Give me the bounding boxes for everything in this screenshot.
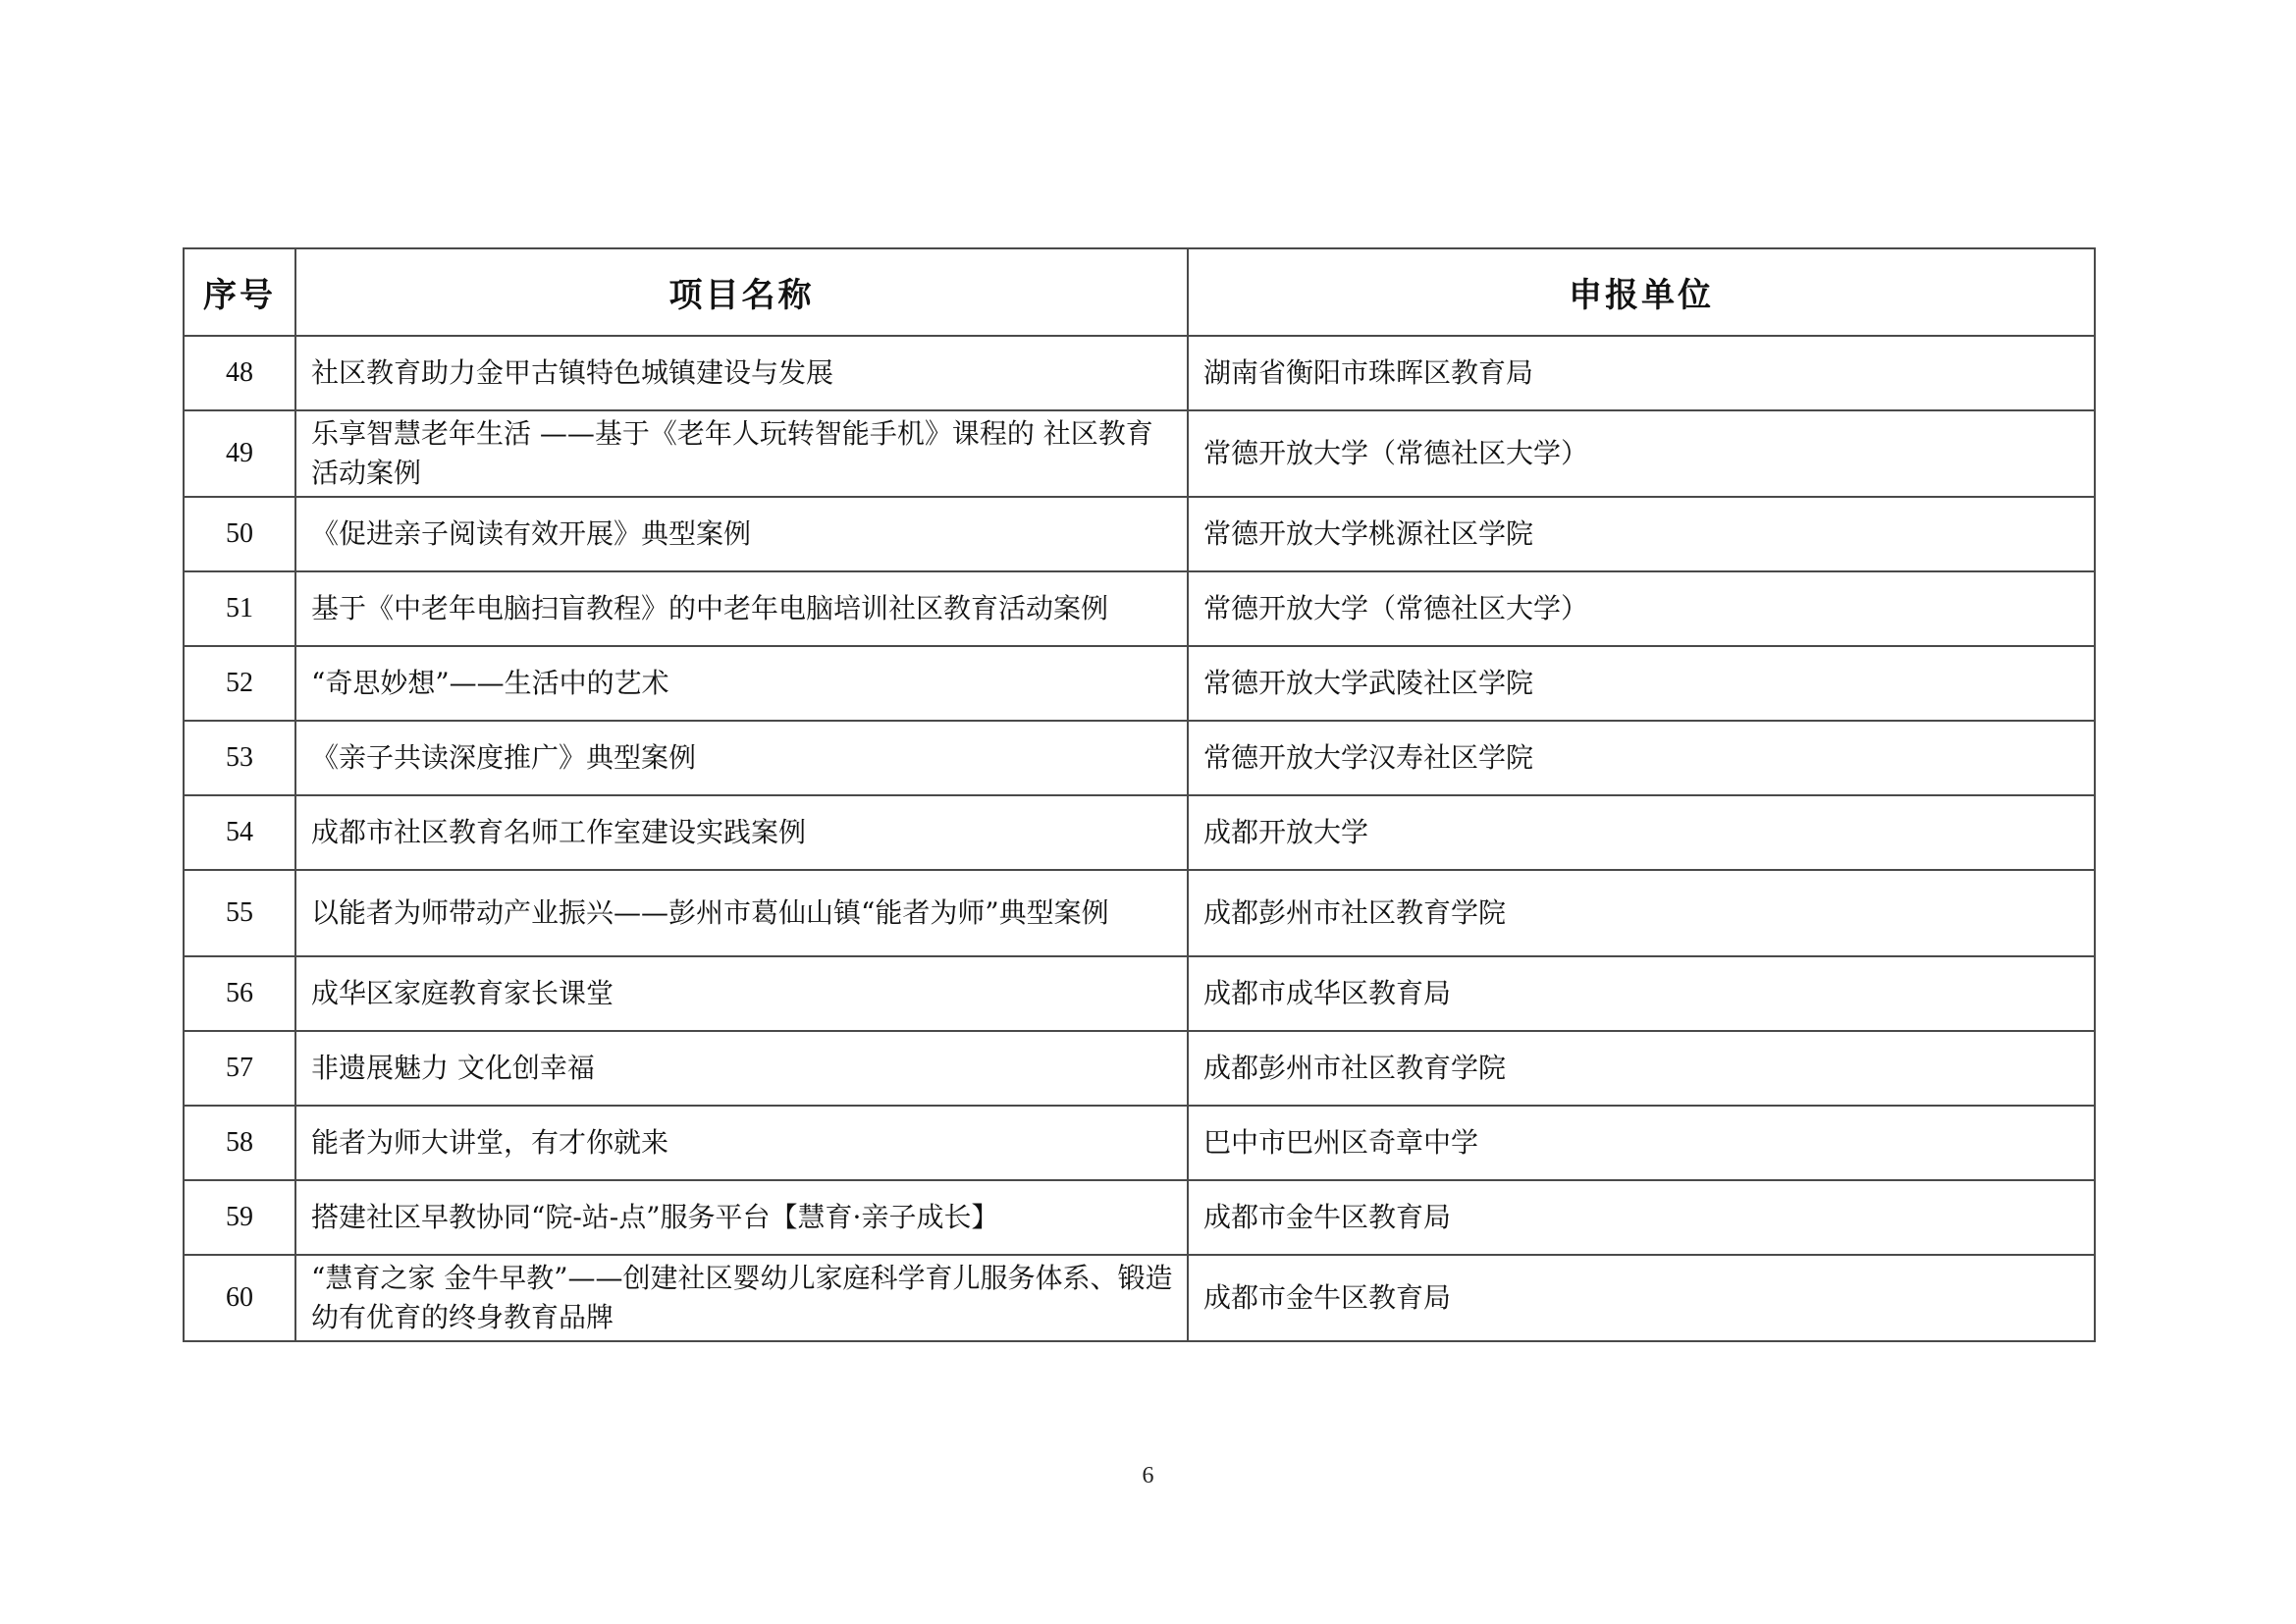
row-number: 56 — [184, 956, 295, 1031]
row-number: 58 — [184, 1106, 295, 1180]
project-name: “奇思妙想”——生活中的艺术 — [295, 646, 1188, 721]
project-name: 能者为师大讲堂，有才你就来 — [295, 1106, 1188, 1180]
project-name: 《亲子共读深度推广》典型案例 — [295, 721, 1188, 795]
table-row — [184, 1180, 2095, 1255]
applicant-unit: 常德开放大学桃源社区学院 — [1188, 497, 2095, 571]
row-number: 51 — [184, 571, 295, 646]
row-number: 48 — [184, 336, 295, 410]
header-applicant-unit: 申报单位 — [1188, 248, 2095, 336]
project-name: 《促进亲子阅读有效开展》典型案例 — [295, 497, 1188, 571]
table-header-row — [184, 248, 2095, 336]
row-number: 55 — [184, 870, 295, 956]
table-row — [184, 1031, 2095, 1106]
table-row — [184, 721, 2095, 795]
project-name: 以能者为师带动产业振兴——彭州市葛仙山镇“能者为师”典型案例 — [295, 870, 1188, 956]
table-row — [184, 795, 2095, 870]
table-row — [184, 410, 2095, 497]
row-number: 52 — [184, 646, 295, 721]
project-name: 基于《中老年电脑扫盲教程》的中老年电脑培训社区教育活动案例 — [295, 571, 1188, 646]
applicant-unit: 成都市成华区教育局 — [1188, 956, 2095, 1031]
table-row — [184, 646, 2095, 721]
header-project-name: 项目名称 — [295, 248, 1188, 336]
project-name: 成华区家庭教育家长课堂 — [295, 956, 1188, 1031]
applicant-unit: 常德开放大学武陵社区学院 — [1188, 646, 2095, 721]
table-row — [184, 870, 2095, 956]
project-name: “慧育之家 金牛早教”——创建社区婴幼儿家庭科学育儿服务体系、锻造幼有优育的终身教育品牌 — [295, 1255, 1188, 1341]
applicant-unit: 成都彭州市社区教育学院 — [1188, 870, 2095, 956]
table-row — [184, 497, 2095, 571]
applicant-unit: 成都开放大学 — [1188, 795, 2095, 870]
row-number: 59 — [184, 1180, 295, 1255]
project-name: 成都市社区教育名师工作室建设实践案例 — [295, 795, 1188, 870]
project-table — [183, 247, 2096, 1342]
project-name: 非遗展魅力 文化创幸福 — [295, 1031, 1188, 1106]
table-row — [184, 336, 2095, 410]
applicant-unit: 常德开放大学汉寿社区学院 — [1188, 721, 2095, 795]
applicant-unit: 常德开放大学（常德社区大学） — [1188, 410, 2095, 497]
applicant-unit: 常德开放大学（常德社区大学） — [1188, 571, 2095, 646]
project-name: 搭建社区早教协同“院-站-点”服务平台【慧育·亲子成长】 — [295, 1180, 1188, 1255]
applicant-unit: 成都市金牛区教育局 — [1188, 1180, 2095, 1255]
applicant-unit: 湖南省衡阳市珠晖区教育局 — [1188, 336, 2095, 410]
applicant-unit: 巴中市巴州区奇章中学 — [1188, 1106, 2095, 1180]
header-serial-number: 序号 — [184, 248, 295, 336]
project-name: 乐享智慧老年生活 ——基于《老年人玩转智能手机》课程的 社区教育活动案例 — [295, 410, 1188, 497]
table-row — [184, 1255, 2095, 1341]
row-number: 50 — [184, 497, 295, 571]
page-number: 6 — [1142, 1463, 1154, 1489]
table-row — [184, 1106, 2095, 1180]
row-number: 60 — [184, 1255, 295, 1341]
applicant-unit: 成都彭州市社区教育学院 — [1188, 1031, 2095, 1106]
row-number: 53 — [184, 721, 295, 795]
row-number: 49 — [184, 410, 295, 497]
row-number: 57 — [184, 1031, 295, 1106]
project-name: 社区教育助力金甲古镇特色城镇建设与发展 — [295, 336, 1188, 410]
table-row — [184, 571, 2095, 646]
row-number: 54 — [184, 795, 295, 870]
applicant-unit: 成都市金牛区教育局 — [1188, 1255, 2095, 1341]
table-row — [184, 956, 2095, 1031]
